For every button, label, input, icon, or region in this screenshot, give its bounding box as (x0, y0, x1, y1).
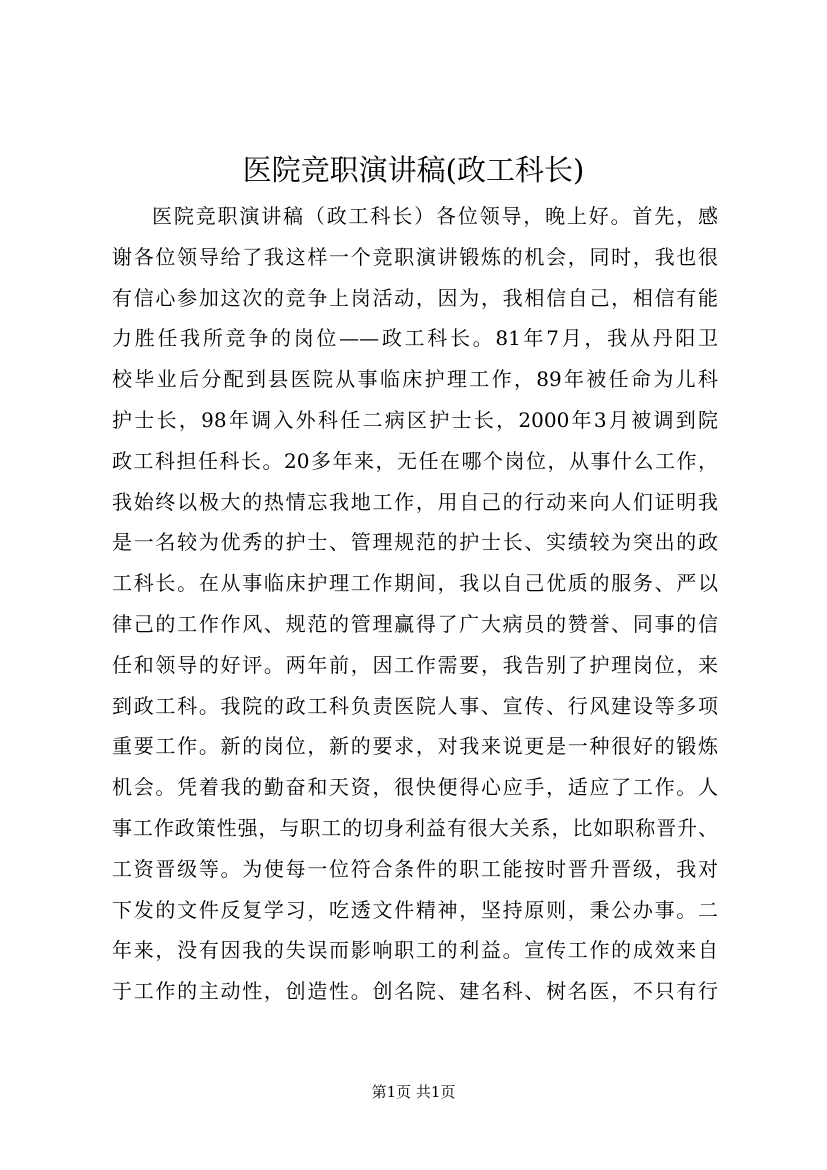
body-line: 工资晋级等。为使每一位符合条件的职工能按时晋升晋级，我对 (112, 856, 718, 881)
body-line: 于工作的主动性，创造性。创名院、建名科、树名医，不只有行 (112, 979, 718, 1004)
document-body (112, 196, 718, 1012)
body-line: 律己的工作作风、规范的管理赢得了广大病员的赞誉、同事的信 (112, 611, 718, 636)
body-line: 任和领导的好评。两年前，因工作需要，我告别了护理岗位，来 (112, 652, 718, 677)
body-line: 谢各位领导给了我这样一个竞职演讲锻炼的机会，同时，我也很 (112, 244, 718, 269)
body-line: 到政工科。我院的政工科负责医院人事、宣传、行风建设等多项 (112, 693, 718, 718)
body-line: 政工科担任科长。20多年来，无任在哪个岗位，从事什么工作， (112, 448, 718, 473)
body-line: 护士长，98年调入外科任二病区护士长，2000年3月被调到院 (112, 407, 718, 432)
page-footer: 第1页 共1页 (371, 1083, 456, 1101)
body-line: 力胜任我所竞争的岗位——政工科长。81年7月，我从丹阳卫 (112, 326, 718, 351)
body-line: 医院竞职演讲稿（政工科长）各位领导，晚上好。首先，感 (152, 204, 718, 228)
body-line: 重要工作。新的岗位，新的要求，对我来说更是一种很好的锻炼 (112, 734, 718, 759)
document-title: 医院竞职演讲稿(政工科长) (242, 153, 585, 187)
body-line: 是一名较为优秀的护士、管理规范的护士长、实绩较为突出的政 (112, 530, 718, 555)
body-line: 事工作政策性强，与职工的切身利益有很大关系，比如职称晋升、 (112, 815, 718, 840)
body-line: 有信心参加这次的竞争上岗活动，因为，我相信自己，相信有能 (112, 285, 718, 310)
body-line: 工科长。在从事临床护理工作期间，我以自己优质的服务、严以 (112, 571, 718, 596)
body-line: 机会。凭着我的勤奋和天资，很快便得心应手，适应了工作。人 (112, 775, 718, 800)
body-line: 校毕业后分配到县医院从事临床护理工作，89年被任命为儿科 (112, 367, 718, 392)
body-line: 年来，没有因我的失误而影响职工的利益。宣传工作的成效来自 (112, 938, 718, 963)
body-line: 我始终以极大的热情忘我地工作，用自己的行动来向人们证明我 (112, 489, 718, 514)
body-line: 下发的文件反复学习，吃透文件精神，坚持原则，秉公办事。二 (112, 897, 718, 922)
